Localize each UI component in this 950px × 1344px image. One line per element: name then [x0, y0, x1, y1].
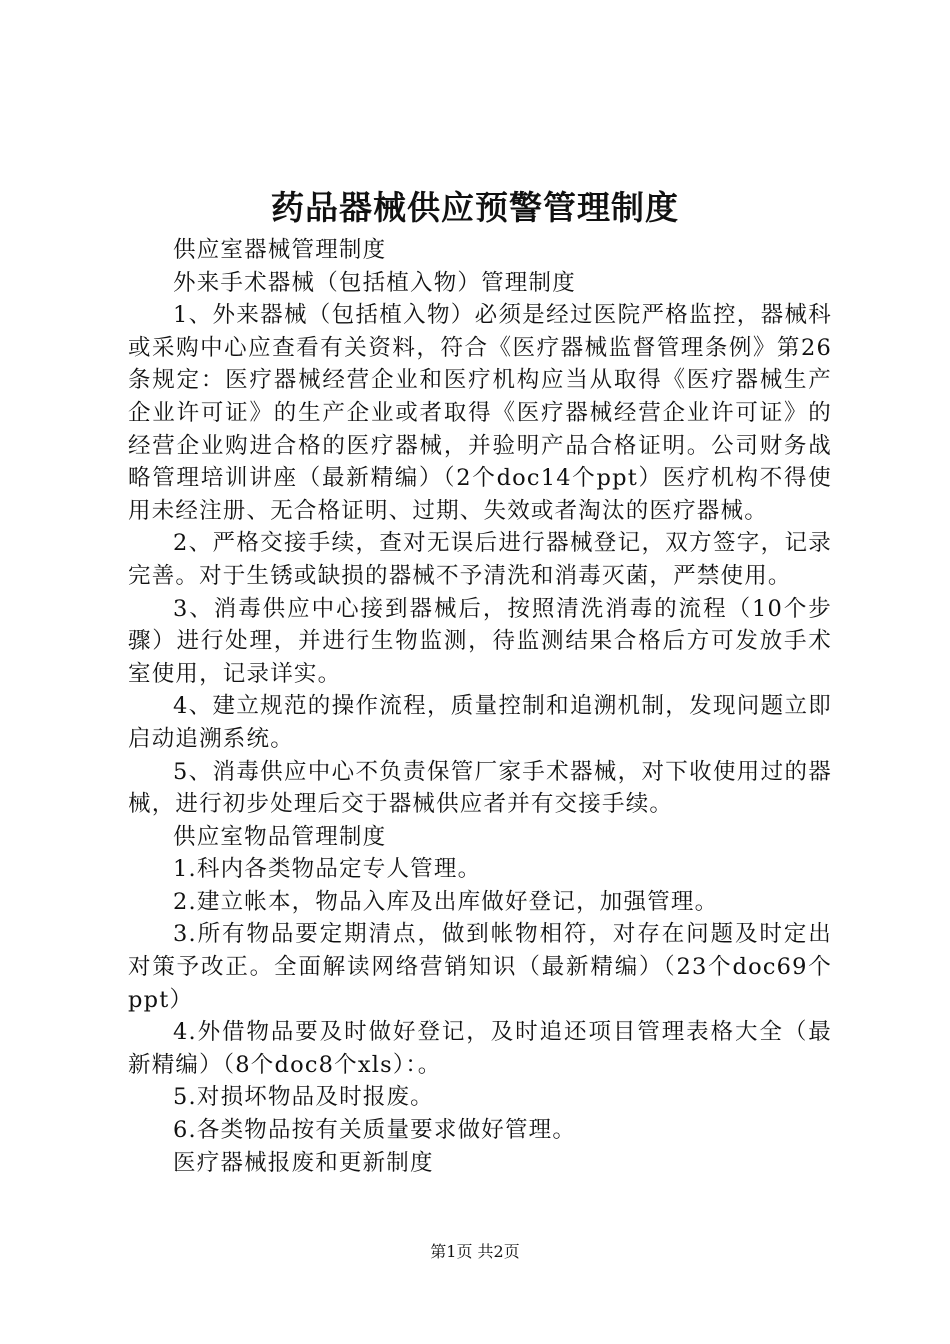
page-footer: 第1页 共2页: [430, 1242, 520, 1261]
list-item: 3.所有物品要定期清点，做到帐物相符，对存在问题及时定出对策予改正。全面解读网络营销知识（最新精编）（23个doc69个ppt）: [128, 921, 832, 1013]
paragraph: 5、消毒供应中心不负责保管厂家手术器械，对下收使用过的器械，进行初步处理后交于器械供应者并有交接手续。: [128, 758, 832, 818]
paragraph: 1、外来器械（包括植入物）必须是经过医院严格监控，器械科或采购中心应查看有关资料，符合《医疗器械监督管理条例》第26条规定：医疗器械经营企业和医疗机构应当从取得《医疗器械生产企业许可证》的生产企业或者取得《医疗器械经营企业许可证》的经营企业购进合格的医疗器械，并验明产品合格证明。公司财务战略管理培训讲座（最新精编）（2个doc14个ppt）医疗机构不得使用未经注册、无合格证明、过期、失效或者淘汰的医疗器械。: [128, 302, 832, 524]
paragraph: 2、严格交接手续，查对无误后进行器械登记，双方签字，记录完善。对于生锈或缺损的器械不予清洗和消毒灭菌，严禁使用。: [128, 530, 832, 589]
subsection-heading: 外来手术器械（包括植入物）管理制度: [173, 269, 576, 296]
section-heading: 医疗器械报废和更新制度: [173, 1149, 434, 1176]
document-body: [128, 234, 832, 1179]
list-item: 6.各类物品按有关质量要求做好管理。: [173, 1117, 577, 1144]
paragraph: 4、建立规范的操作流程，质量控制和追溯机制，发现问题立即启动追溯系统。: [128, 693, 832, 752]
paragraph: 3、消毒供应中心接到器械后，按照清洗消毒的流程（10个步骤）进行处理，并进行生物监测，待监测结果合格后方可发放手术室使用，记录详实。: [128, 595, 832, 687]
list-item: 1.科内各类物品定专人管理。: [173, 856, 482, 883]
section-heading: 供应室物品管理制度: [173, 823, 387, 850]
list-item: 4.外借物品要及时做好登记，及时追还项目管理表格大全（最新精编）（8个doc8个xls）：。: [128, 1019, 832, 1078]
list-item: 2.建立帐本，物品入库及出库做好登记，加强管理。: [173, 888, 719, 915]
list-item: 5.对损坏物品及时报废。: [173, 1084, 434, 1111]
document-title: 药品器械供应预警管理制度: [271, 188, 679, 227]
section-heading: 供应室器械管理制度: [173, 237, 387, 263]
